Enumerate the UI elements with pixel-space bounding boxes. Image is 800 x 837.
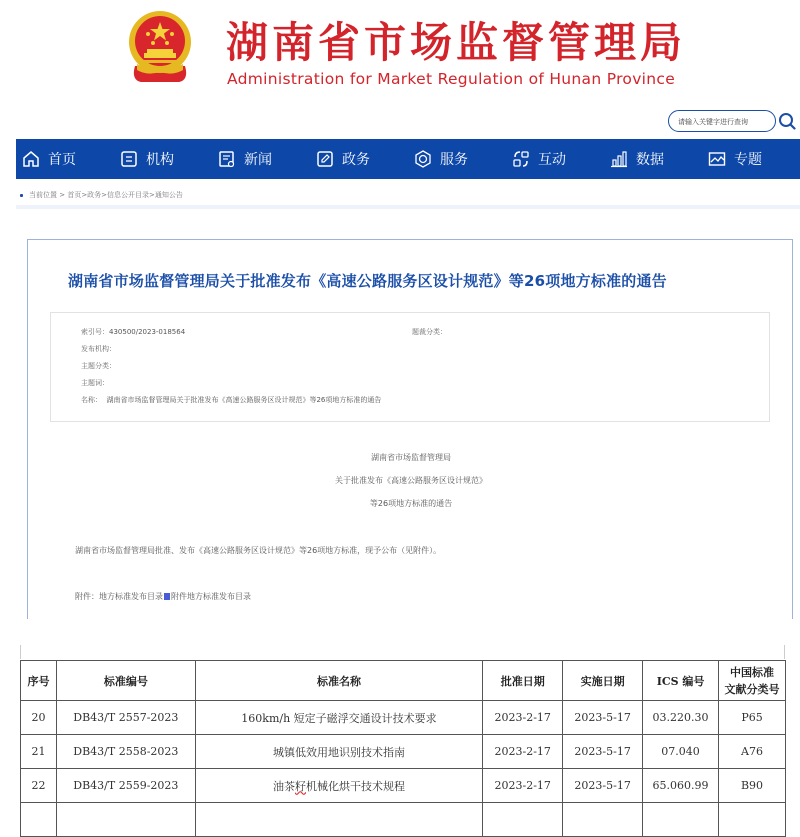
meta-category: 题裁分类： [412, 328, 447, 336]
nav-label: 机构 [146, 152, 174, 168]
site-header [0, 0, 800, 100]
col-header-approve-date: 批准日期 [483, 661, 563, 701]
service-icon [414, 150, 432, 168]
cell-no: 22 [21, 769, 57, 803]
site-title-cn: 湖南省市场监督管理局 [226, 18, 687, 67]
cell-code: DB43/T 2559-2023 [56, 769, 195, 803]
cell-ics: 65.060.99 [643, 769, 719, 803]
breadcrumb-text[interactable]: 当前位置 > 首页>政务>信息公开目录>通知公告 [29, 191, 183, 199]
search-icon[interactable] [778, 112, 796, 130]
col-header-effective-date: 实施日期 [563, 661, 643, 701]
nav-item-services[interactable] [414, 139, 468, 179]
bar-chart-icon [610, 150, 628, 168]
cell-approve: 2023-2-17 [483, 735, 563, 769]
document-icon [120, 150, 138, 168]
cell-name: 城镇低效用地识别技术指南 [195, 735, 483, 769]
nav-item-organization[interactable] [120, 139, 174, 179]
nav-item-topics[interactable] [708, 139, 762, 179]
page-corner-mark [20, 645, 26, 659]
edit-icon [316, 150, 334, 168]
cell-name: 160km/h 短定子磁浮交通设计技术要求 [195, 701, 483, 735]
divider [16, 205, 800, 209]
document-heading: 湖南省市场监督管理局 关于批准发布《高速公路服务区设计规范》 等26项地方标准的通告 [335, 453, 487, 508]
nav-item-news[interactable] [218, 139, 272, 179]
meta-name: 名称： 湖南省市场监督管理局关于批准发布《高速公路服务区设计规范》等26项地方标准的通告 [81, 396, 382, 404]
site-title-en: Administration for Market Regulation of Hunan Province [227, 70, 676, 88]
nav-label: 专题 [734, 152, 762, 168]
cell-ccs: A76 [719, 735, 786, 769]
article-title: 湖南省市场监督管理局关于批准发布《高速公路服务区设计规范》等26项地方标准的通告 [68, 272, 667, 290]
nav-item-interaction[interactable] [512, 139, 566, 179]
table-header-row [21, 661, 786, 701]
cell-code: DB43/T 2557-2023 [56, 701, 195, 735]
cell-approve: 2023-2-17 [483, 769, 563, 803]
cell-effective: 2023-5-17 [563, 701, 643, 735]
cell-code: DB43/T 2558-2023 [56, 735, 195, 769]
nav-label: 服务 [440, 152, 468, 168]
cell-effective: 2023-5-17 [563, 769, 643, 803]
col-header-code: 标准编号 [56, 661, 195, 701]
cell-effective: 2023-5-17 [563, 735, 643, 769]
meta-publisher: 发布机构： [81, 345, 116, 353]
meta-topic: 主题分类： [81, 362, 116, 370]
national-emblem-icon [127, 8, 193, 86]
spellcheck-mark: 籽 [295, 779, 306, 793]
meta-keywords: 主题词： [81, 379, 109, 387]
bullet-icon [20, 194, 23, 197]
cell-no: 20 [21, 701, 57, 735]
col-header-no: 序号 [21, 661, 57, 701]
table-row [21, 769, 786, 803]
nav-label: 新闻 [244, 152, 272, 168]
cell-ccs: B90 [719, 769, 786, 803]
attachment-link[interactable]: 附件地方标准发布目录 [171, 592, 251, 601]
attachment-icon[interactable] [164, 593, 170, 600]
search-input[interactable]: 请输入关键字进行查询 [668, 110, 776, 132]
home-icon [22, 150, 40, 168]
col-header-ics: ICS 编号 [643, 661, 719, 701]
nav-item-data[interactable] [610, 139, 664, 179]
breadcrumb [16, 186, 800, 204]
nav-label: 政务 [342, 152, 370, 168]
cell-name: 油茶籽机械化烘干技术规程 [195, 769, 483, 803]
cell-no: 21 [21, 735, 57, 769]
standards-table [20, 660, 786, 837]
table-row [21, 735, 786, 769]
nav-item-home[interactable] [22, 139, 76, 179]
meta-index: 索引号：430500/2023-018564 [81, 328, 186, 336]
page-corner-mark [784, 645, 792, 659]
nav-label: 首页 [48, 152, 76, 168]
metadata-box [50, 312, 770, 422]
image-icon [708, 150, 726, 168]
cell-ics: 07.040 [643, 735, 719, 769]
col-header-name: 标准名称 [195, 661, 483, 701]
nav-item-government-affairs[interactable] [316, 139, 370, 179]
nav-label: 互动 [538, 152, 566, 168]
cell-approve: 2023-2-17 [483, 701, 563, 735]
news-icon [218, 150, 236, 168]
main-nav [16, 139, 800, 179]
article-container [27, 239, 793, 619]
cell-ccs: P65 [719, 701, 786, 735]
body-paragraph: 湖南省市场监督管理局批准、发布《高速公路服务区设计规范》等26项地方标准，现予公布（见附件）。 [75, 546, 442, 555]
interaction-icon [512, 150, 530, 168]
col-header-ccs: 中国标准 文献分类号 [719, 661, 786, 701]
nav-label: 数据 [636, 152, 664, 168]
table-row [21, 701, 786, 735]
table-row-partial [21, 803, 786, 837]
cell-ics: 03.220.30 [643, 701, 719, 735]
search-bar [668, 110, 796, 134]
attachment-line: 附件：地方标准发布目录 附件地方标准发布目录 [75, 592, 251, 601]
